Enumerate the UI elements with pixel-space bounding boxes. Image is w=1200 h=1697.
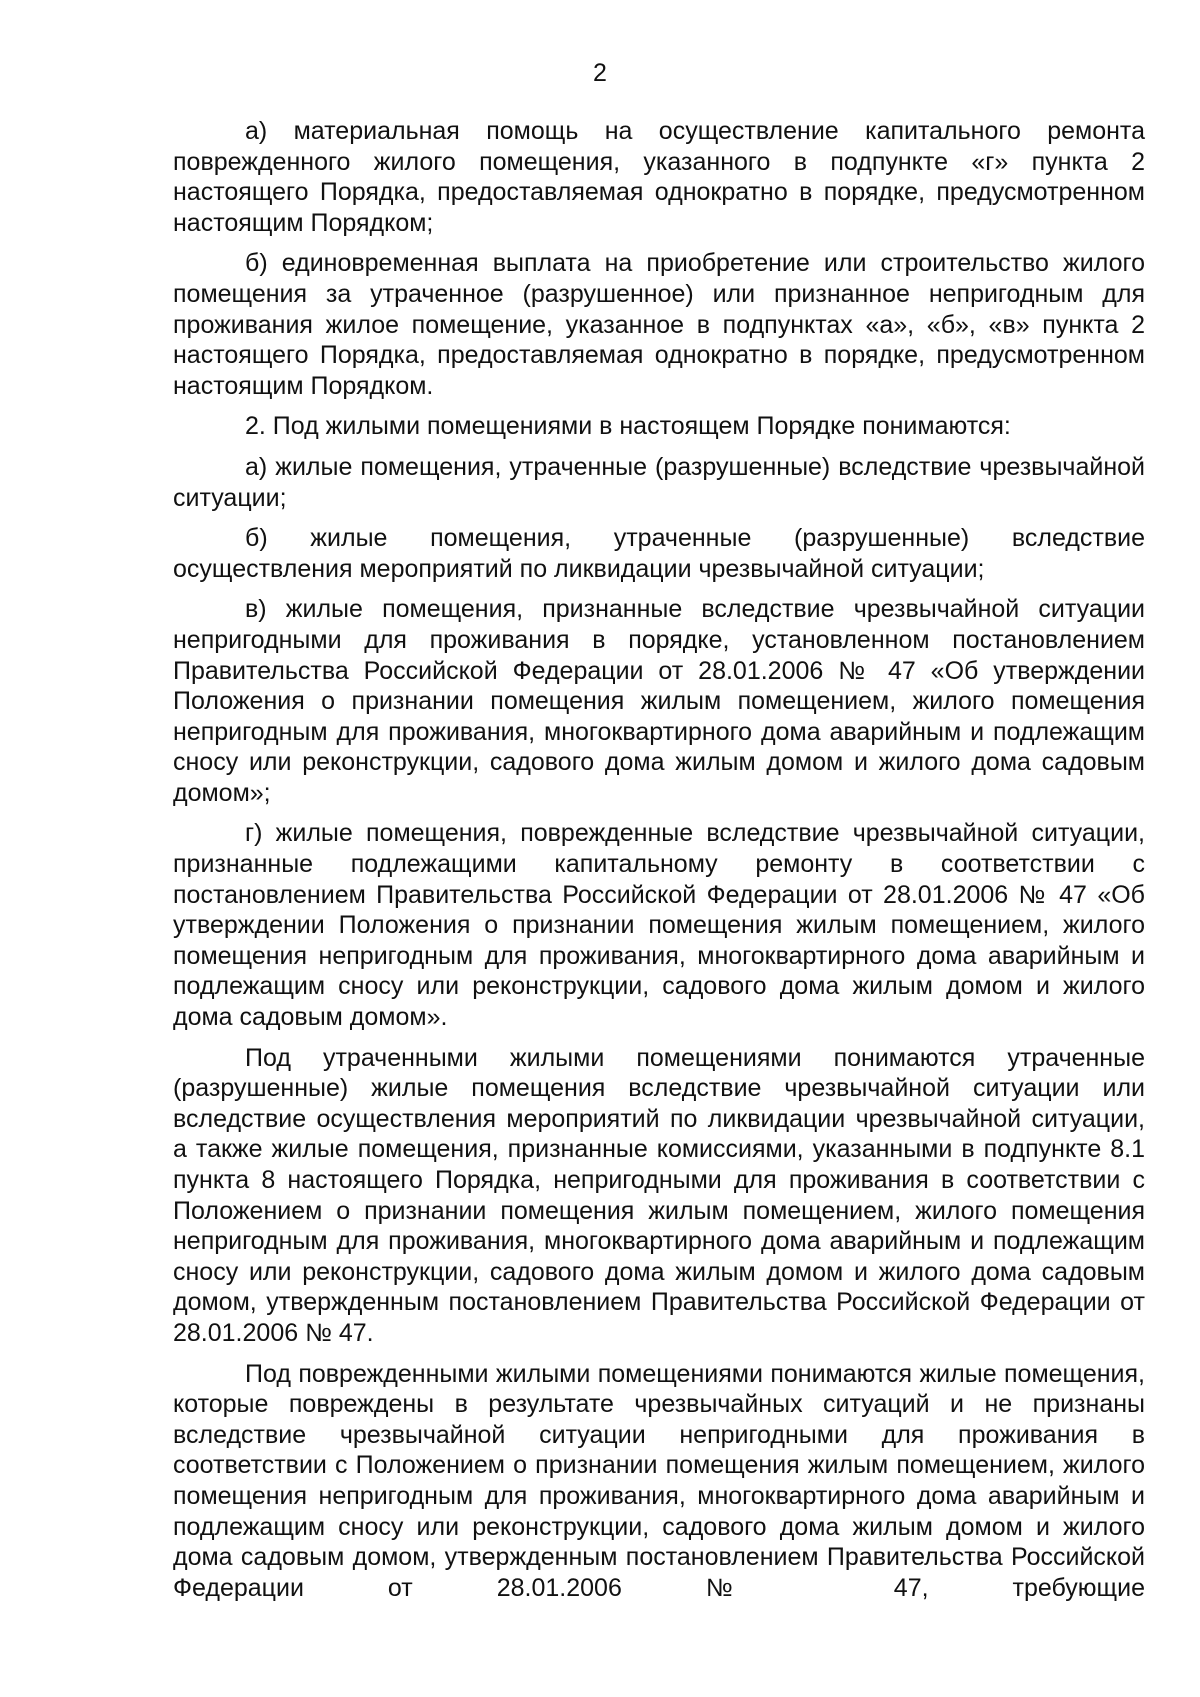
paragraph-1b-lump-sum-payment: б) единовременная выплата на приобретение или строительство жилого помещения за утраченное (разрушенное) или признанное непригодным для проживания жилое помещение, указанное в подпунктах «а», «б», «в» пункта 2 настоящего Порядка, предоставляемая однократно в порядке, предусмотренном настоящим Порядком. [173,249,1145,400]
page-number: 2 [593,59,607,87]
paragraph-1a-material-aid: а) материальная помощь на осуществление капитального ремонта поврежденного жилого помещения, указанного в подпункте «г» пункта 2 настоящего Порядка, предоставляемая однократно в порядке, предусмотренном настоящим Порядком; [173,117,1145,237]
paragraph-2g-damaged-housing: г) жилые помещения, поврежденные вследствие чрезвычайной ситуации, признанные подлежащими капитальному ремонту в соответствии с постановлением Правительства Российской Федерации от 28.01.2006 № 47 «Об утверждении Положения о признании помещения жилым помещением, жилого помещения непригодным для проживания, многоквартирного дома аварийным и подлежащим сносу или реконструкции, садового дома жилым домом и жилого дома садовым домом». [173,819,1145,1032]
document-body [173,116,1145,1613]
paragraph-2-definition-heading: 2. Под жилыми помещениями в настоящем Порядке понимаются: [245,412,1011,441]
paragraph-2a-lost-housing: а) жилые помещения, утраченные (разрушенные) вследствие чрезвычайной ситуации; [173,452,1145,512]
paragraph-damaged-housing-definition: Под поврежденными жилыми помещениями понимаются жилые помещения, которые повреждены в результате чрезвычайных ситуаций и не признаны вследствие чрезвычайной ситуации непригодными для проживания в соответствии с Положением о признании помещения жилым помещением, жилого помещения непригодным для проживания, многоквартирного дома аварийным и подлежащим сносу или реконструкции, садового дома жилым домом и жилого дома садовым домом, утвержденным постановлением Правительства Российской Федерации от 28.01.2006 № 47, требующие [173,1359,1145,1602]
paragraph-lost-housing-definition: Под утраченными жилыми помещениями понимаются утраченные (разрушенные) жилые помещения вследствие чрезвычайной ситуации или вследствие осуществления мероприятий по ликвидации чрезвычайной ситуации, а также жилые помещения, признанные комиссиями, указанными в подпункте 8.1 пункта 8 настоящего Порядка, непригодными для проживания в соответствии с Положением о признании помещения жилым помещением, жилого помещения непригодным для проживания, многоквартирного дома аварийным и подлежащим сносу или реконструкции, садового дома жилым домом и жилого дома садовым домом, утвержденным постановлением Правительства Российской Федерации от 28.01.2006 № 47. [173,1043,1145,1347]
paragraph-2b-lost-housing-liquidation: б) жилые помещения, утраченные (разрушенные) вследствие осуществления мероприятий по ликвидации чрезвычайной ситуации; [173,524,1145,583]
paragraph-2v-uninhabitable-housing: в) жилые помещения, признанные вследствие чрезвычайной ситуации непригодными для проживания в порядке, установленном постановлением Правительства Российской Федерации от 28.01.2006 № 47 «Об утверждении Положения о признании помещения жилым помещением, жилого помещения непригодным для проживания, многоквартирного дома аварийным и подлежащим сносу или реконструкции, садового дома жилым домом и жилого дома садовым домом»; [173,595,1145,807]
